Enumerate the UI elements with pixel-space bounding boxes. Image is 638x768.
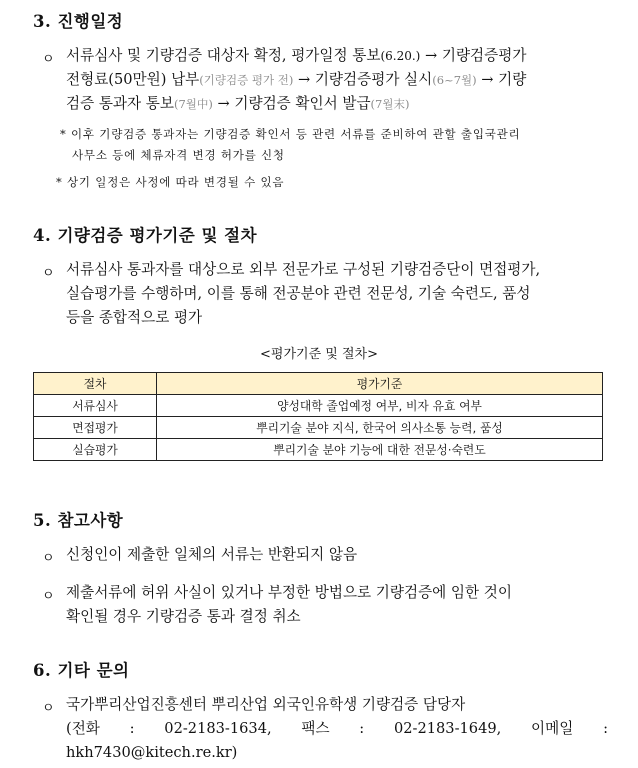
schedule-note-1-line-1: * 이후 기량검증 통과자는 기량검증 확인서 등 관련 서류를 준비하여 관할 출입국관리 — [60, 127, 521, 141]
table-row — [34, 417, 603, 439]
bullet-icon: ㅇ — [42, 589, 55, 604]
row-criteria: 뿌리기술 분야 기능에 대한 전문성·숙련도 — [157, 439, 603, 461]
notice-item-2-line-2: 확인될 경우 기량검증 통과 결정 취소 — [66, 608, 301, 625]
bullet-icon: ㅇ — [42, 551, 55, 566]
notice-item-1: 신청인이 제출한 일체의 서류는 반환되지 않음 — [66, 546, 358, 563]
bullet-icon: ㅇ — [42, 701, 55, 716]
criteria-table — [33, 372, 603, 461]
criteria-paragraph — [66, 258, 608, 330]
schedule-line-2: 전형료(50만원) 납부(기량검증 평가 전) → 기량검증평가 실시(6~7월) → 기량 — [66, 71, 527, 88]
criteria-line-3: 등을 종합적으로 평가 — [66, 309, 203, 326]
header-criteria: 평가기준 — [157, 373, 603, 395]
contact-paragraph — [66, 693, 608, 765]
contact-line-1: 국가뿌리산업진흥센터 뿌리산업 외국인유학생 기량검증 담당자 — [66, 696, 466, 713]
schedule-note-1-line-2: 사무소 등에 체류자격 변경 허가를 신청 — [72, 148, 285, 162]
row-step: 서류심사 — [34, 395, 157, 417]
section-6-title: 6. 기타 문의 — [33, 661, 130, 680]
criteria-line-2: 실습평가를 수행하며, 이를 통해 전공분야 관련 전문성, 기술 숙련도, 품성 — [66, 285, 531, 302]
table-caption: <평가기준 및 절차> — [260, 347, 378, 362]
contact-line-2: (전화 : 02-2183-1634, 팩스 : 02-2183-1649, 이메일 : hkh7430@kitech.re.kr) — [66, 720, 608, 761]
bullet-icon: ㅇ — [42, 52, 55, 67]
section-5-title: 5. 참고사항 — [33, 511, 124, 530]
row-criteria: 양성대학 졸업예정 여부, 비자 유효 여부 — [157, 395, 603, 417]
notice-item-2-line-1: 제출서류에 허위 사실이 있거나 부정한 방법으로 기량검증에 임한 것이 — [66, 584, 512, 601]
schedule-note-2: * 상기 일정은 사정에 따라 변경될 수 있음 — [56, 175, 285, 189]
bullet-icon: ㅇ — [42, 266, 55, 281]
section-4-title: 4. 기량검증 평가기준 및 절차 — [33, 226, 258, 245]
table-header-row — [34, 373, 603, 395]
notice-item-2 — [66, 581, 608, 629]
row-step: 실습평가 — [34, 439, 157, 461]
row-criteria: 뿌리기술 분야 지식, 한국어 의사소통 능력, 품성 — [157, 417, 603, 439]
section-3-title: 3. 진행일정 — [33, 12, 124, 31]
table-row — [34, 439, 603, 461]
table-row — [34, 395, 603, 417]
schedule-line-3: 검증 통과자 통보(7월中) → 기량검증 확인서 발급(7월末) — [66, 95, 410, 112]
schedule-line-1: 서류심사 및 기량검증 대상자 확정, 평가일정 통보(6.20.) → 기량검증평가 — [66, 47, 527, 64]
row-step: 면접평가 — [34, 417, 157, 439]
schedule-paragraph — [66, 44, 608, 116]
criteria-line-1: 서류심사 통과자를 대상으로 외부 전문가로 구성된 기량검증단이 면접평가, — [66, 261, 541, 278]
header-step: 절차 — [34, 373, 157, 395]
